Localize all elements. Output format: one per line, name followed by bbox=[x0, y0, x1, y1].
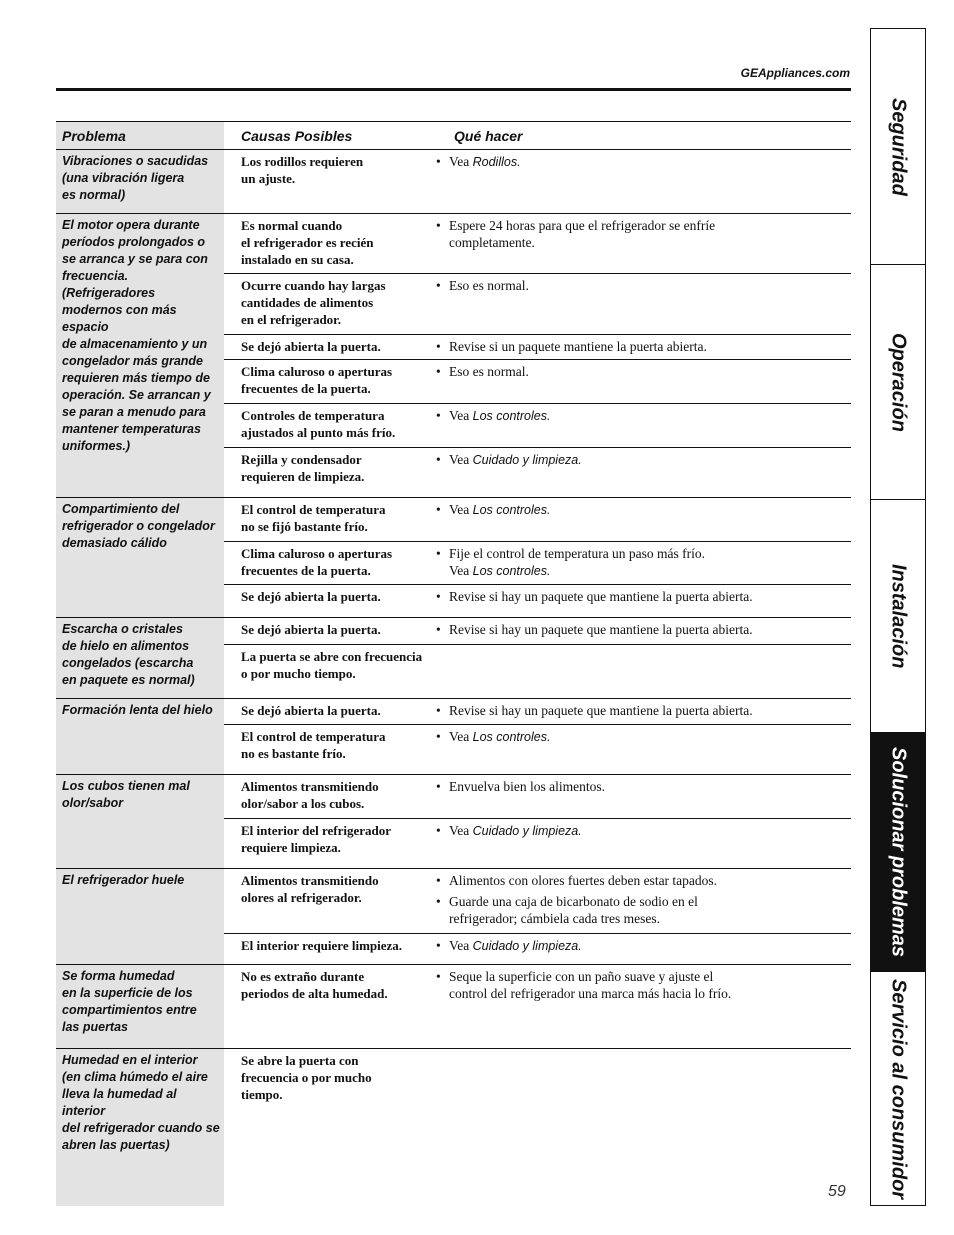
action-bullet bbox=[436, 937, 845, 955]
cause-row bbox=[224, 819, 851, 868]
problem-group bbox=[56, 965, 851, 1049]
cause-text: El interior del refrigerador requiere limpieza. bbox=[241, 822, 392, 855]
action-bullet bbox=[436, 588, 845, 605]
column-header-causes: Causas Posibles bbox=[241, 127, 353, 144]
what-to-do bbox=[436, 869, 851, 933]
action-bullet bbox=[436, 702, 845, 719]
bullet-icon: • bbox=[436, 938, 441, 954]
what-to-do bbox=[436, 542, 851, 585]
problem-group bbox=[56, 869, 851, 965]
section-tab-label: Instalación bbox=[887, 563, 910, 669]
cause-row bbox=[224, 542, 851, 586]
cause-text: Alimentos transmitiendo olor/sabor a los cubos. bbox=[241, 779, 379, 811]
cause-text: Ocurre cuando hay largas cantidades de alimentos en el refrigerador. bbox=[241, 277, 386, 327]
cause-row bbox=[224, 274, 851, 335]
header-rule bbox=[56, 88, 851, 91]
cause-text: Alimentos transmitiendo olores al refrigerador. bbox=[241, 873, 379, 905]
bullet-icon: • bbox=[436, 894, 441, 909]
cause-row bbox=[224, 585, 851, 617]
problem-group bbox=[56, 150, 851, 214]
action-text-block bbox=[449, 621, 753, 638]
section-reference: Los controles. bbox=[472, 729, 551, 744]
action-text: Revise si hay un paquete que mantiene la puerta abierta. bbox=[449, 622, 753, 637]
bullet-icon: • bbox=[436, 779, 441, 794]
action-text-block bbox=[449, 778, 605, 795]
action-bullet bbox=[436, 621, 845, 638]
section-tab[interactable] bbox=[871, 265, 925, 500]
what-to-do bbox=[436, 965, 851, 1048]
what-to-do bbox=[436, 360, 851, 403]
section-reference: Rodillos. bbox=[472, 155, 521, 169]
what-to-do bbox=[436, 335, 851, 360]
action-bullet bbox=[436, 545, 845, 580]
cause-text: Se dejó abierta la puerta. bbox=[241, 589, 381, 605]
cause-text: El interior requiere limpieza. bbox=[241, 938, 403, 954]
cause-row bbox=[224, 360, 851, 404]
section-tab-label: Seguridad bbox=[887, 97, 910, 196]
what-to-do bbox=[436, 214, 851, 273]
troubleshooting-table bbox=[56, 121, 851, 1206]
action-text-block bbox=[449, 893, 698, 927]
action-text: Revise si un paquete mantiene la puerta abierta. bbox=[449, 338, 707, 354]
bullet-icon: • bbox=[436, 408, 441, 424]
cause-text: Se abre la puerta con frecuencia o por mucho tiempo. bbox=[241, 1053, 372, 1102]
action-bullet bbox=[436, 822, 845, 840]
action-bullet bbox=[436, 363, 845, 380]
problem-group bbox=[56, 618, 851, 699]
action-text: Espere 24 horas para que el refrigerador se enfríe completamente. bbox=[449, 218, 716, 250]
section-tab[interactable] bbox=[871, 500, 925, 733]
cause-text: Clima caluroso o aperturas frecuentes de la puerta. bbox=[241, 364, 393, 397]
action-text-block bbox=[449, 501, 550, 519]
action-text-block bbox=[449, 277, 529, 294]
action-bullet bbox=[436, 728, 845, 746]
what-to-do bbox=[436, 404, 851, 447]
action-bullet bbox=[436, 217, 845, 251]
cause-row bbox=[224, 934, 851, 964]
problem-text: Escarcha o cristales de hielo en alimentos congelados (escarcha en paquete es normal) bbox=[56, 618, 224, 698]
site-url: GEAppliances.com bbox=[740, 66, 850, 80]
bullet-icon: • bbox=[436, 703, 441, 718]
cause-row bbox=[224, 965, 851, 1048]
action-text-block bbox=[449, 217, 715, 251]
section-reference: Cuidado y limpieza. bbox=[472, 453, 582, 468]
cause-row bbox=[224, 498, 851, 542]
action-bullet bbox=[436, 338, 845, 355]
action-text: Alimentos con olores fuertes deben estar tapados. bbox=[449, 873, 718, 888]
action-text-block bbox=[449, 822, 582, 840]
bullet-icon: • bbox=[436, 218, 441, 233]
action-text-block bbox=[449, 451, 582, 469]
cause-row bbox=[224, 448, 851, 497]
bullet-icon: • bbox=[436, 277, 441, 293]
action-bullet bbox=[436, 778, 845, 795]
cause-text: Se dejó abierta la puerta. bbox=[241, 622, 381, 637]
cause-text: Se dejó abierta la puerta. bbox=[241, 703, 381, 718]
problem-text: Los cubos tienen mal olor/sabor bbox=[56, 775, 224, 868]
what-to-do bbox=[436, 775, 851, 818]
action-bullet bbox=[436, 153, 845, 171]
what-to-do bbox=[436, 699, 851, 724]
problem-group bbox=[56, 498, 851, 618]
what-to-do bbox=[436, 934, 851, 964]
action-text: Vea bbox=[449, 452, 473, 468]
action-text: Vea bbox=[449, 822, 473, 838]
cause-row bbox=[224, 335, 851, 361]
action-bullet bbox=[436, 893, 845, 927]
bullet-icon: • bbox=[436, 873, 441, 888]
problem-group bbox=[56, 1049, 851, 1206]
action-text: Fije el control de temperatura un paso más frío. Vea bbox=[449, 545, 706, 578]
action-bullet bbox=[436, 277, 845, 294]
what-to-do bbox=[436, 150, 851, 213]
cause-row bbox=[224, 618, 851, 645]
action-text-block bbox=[449, 872, 717, 889]
table-header bbox=[56, 121, 851, 150]
action-text-block bbox=[449, 702, 753, 719]
cause-row bbox=[224, 869, 851, 934]
what-to-do bbox=[436, 274, 851, 334]
cause-text: Es normal cuando el refrigerador es recién instalado en su casa. bbox=[241, 218, 374, 267]
action-text-block bbox=[449, 728, 550, 746]
cause-row bbox=[224, 775, 851, 819]
cause-text: Se dejó abierta la puerta. bbox=[241, 338, 381, 354]
problem-group bbox=[56, 214, 851, 498]
cause-text: Rejilla y condensador requieren de limpieza. bbox=[241, 452, 365, 485]
cause-row bbox=[224, 150, 851, 213]
action-bullet bbox=[436, 451, 845, 469]
column-header-what-to-do: Qué hacer bbox=[454, 127, 523, 144]
cause-text: El control de temperatura no se fijó bastante frío. bbox=[241, 502, 386, 534]
section-reference: Los controles. bbox=[472, 563, 551, 578]
bullet-icon: • bbox=[436, 822, 441, 838]
section-tab[interactable] bbox=[871, 733, 925, 972]
problem-text: Humedad en el interior (en clima húmedo el aire lleva la humedad al interior del refrigerador cuando se abren las puertas) bbox=[56, 1049, 224, 1206]
section-tabs bbox=[870, 28, 926, 1206]
section-reference: Cuidado y limpieza. bbox=[472, 939, 582, 954]
action-text-block bbox=[449, 363, 529, 380]
section-tab[interactable] bbox=[871, 972, 925, 1207]
section-reference: Cuidado y limpieza. bbox=[472, 823, 582, 838]
cause-row bbox=[224, 214, 851, 274]
section-reference: Los controles. bbox=[472, 409, 551, 424]
action-text: Eso es normal. bbox=[449, 364, 529, 380]
bullet-icon: • bbox=[436, 502, 441, 517]
problem-text: El motor opera durante períodos prolongados o se arranca y se para con frecuencia. (Refrigeradores modernos con más espacio de almacenamiento y un congelador más grande requieren más tiempo de operación. Se arrancan y se paran a menudo para mantener temperaturas uniformes.) bbox=[56, 214, 224, 497]
cause-text: La puerta se abre con frecuencia o por mucho tiempo. bbox=[241, 648, 423, 681]
cause-row bbox=[224, 645, 851, 698]
column-header-problem: Problema bbox=[56, 122, 224, 149]
what-to-do bbox=[436, 585, 851, 617]
action-text-block bbox=[449, 153, 521, 171]
section-tab-label: Servicio al consumidor bbox=[887, 979, 910, 1200]
bullet-icon: • bbox=[436, 338, 441, 354]
bullet-icon: • bbox=[436, 364, 441, 380]
cause-text: No es extraño durante periodos de alta humedad. bbox=[241, 969, 388, 1001]
action-text: Revise si hay un paquete que mantiene la puerta abierta. bbox=[449, 589, 753, 605]
bullet-icon: • bbox=[436, 545, 441, 561]
problem-group bbox=[56, 775, 851, 869]
action-text: Revise si hay un paquete que mantiene la puerta abierta. bbox=[449, 703, 753, 718]
cause-text: El control de temperatura no es bastante frío. bbox=[241, 728, 386, 761]
cause-text: Clima caluroso o aperturas frecuentes de la puerta. bbox=[241, 545, 393, 578]
what-to-do bbox=[436, 725, 851, 774]
table-body bbox=[56, 150, 851, 1206]
action-text-block bbox=[449, 588, 753, 605]
problem-text: Se forma humedad en la superficie de los compartimientos entre las puertas bbox=[56, 965, 224, 1048]
action-text-block bbox=[449, 545, 705, 580]
action-text: Vea bbox=[449, 408, 473, 424]
action-text-block bbox=[449, 338, 707, 355]
cause-text: Controles de temperatura ajustados al punto más frío. bbox=[241, 408, 396, 441]
problem-group bbox=[56, 699, 851, 775]
what-to-do bbox=[436, 1049, 851, 1206]
bullet-icon: • bbox=[436, 728, 441, 744]
bullet-icon: • bbox=[436, 622, 441, 637]
page-number: 59 bbox=[828, 1183, 846, 1200]
bullet-icon: • bbox=[436, 154, 441, 169]
action-text: Vea bbox=[449, 154, 473, 169]
what-to-do bbox=[436, 448, 851, 497]
action-text-block bbox=[449, 968, 731, 1002]
action-bullet bbox=[436, 501, 845, 519]
cause-row bbox=[224, 699, 851, 725]
what-to-do bbox=[436, 618, 851, 644]
section-tab[interactable] bbox=[871, 29, 925, 265]
what-to-do bbox=[436, 498, 851, 541]
problem-text: Vibraciones o sacudidas (una vibración ligera es normal) bbox=[56, 150, 224, 213]
action-text: Vea bbox=[449, 728, 473, 744]
cause-text: Los rodillos requieren un ajuste. bbox=[241, 154, 364, 186]
cause-row bbox=[224, 404, 851, 448]
action-text: Seque la superficie con un paño suave y ajuste el control del refrigerador una marca más hacia lo frío. bbox=[449, 969, 732, 1001]
action-text: Eso es normal. bbox=[449, 277, 529, 293]
what-to-do bbox=[436, 645, 851, 698]
action-text: Envuelva bien los alimentos. bbox=[449, 779, 605, 794]
action-bullet bbox=[436, 968, 845, 1002]
section-reference: Los controles. bbox=[472, 503, 551, 517]
section-tab-label: Operación bbox=[887, 332, 910, 432]
problem-text: El refrigerador huele bbox=[56, 869, 224, 964]
cause-row bbox=[224, 725, 851, 774]
bullet-icon: • bbox=[436, 589, 441, 605]
action-text-block bbox=[449, 407, 550, 425]
action-text-block bbox=[449, 937, 582, 955]
problem-text: Compartimiento del refrigerador o congelador demasiado cálido bbox=[56, 498, 224, 617]
bullet-icon: • bbox=[436, 969, 441, 984]
what-to-do bbox=[436, 819, 851, 868]
cause-row bbox=[224, 1049, 851, 1206]
action-bullet bbox=[436, 407, 845, 425]
action-bullet bbox=[436, 872, 845, 889]
section-tab-label: Solucionar problemas bbox=[887, 746, 910, 958]
problem-text: Formación lenta del hielo bbox=[56, 699, 224, 774]
action-text: Guarde una caja de bicarbonato de sodio en el refrigerador; cámbiela cada tres meses. bbox=[449, 894, 698, 926]
action-text: Vea bbox=[449, 502, 473, 517]
bullet-icon: • bbox=[436, 452, 441, 468]
action-text: Vea bbox=[449, 938, 473, 954]
